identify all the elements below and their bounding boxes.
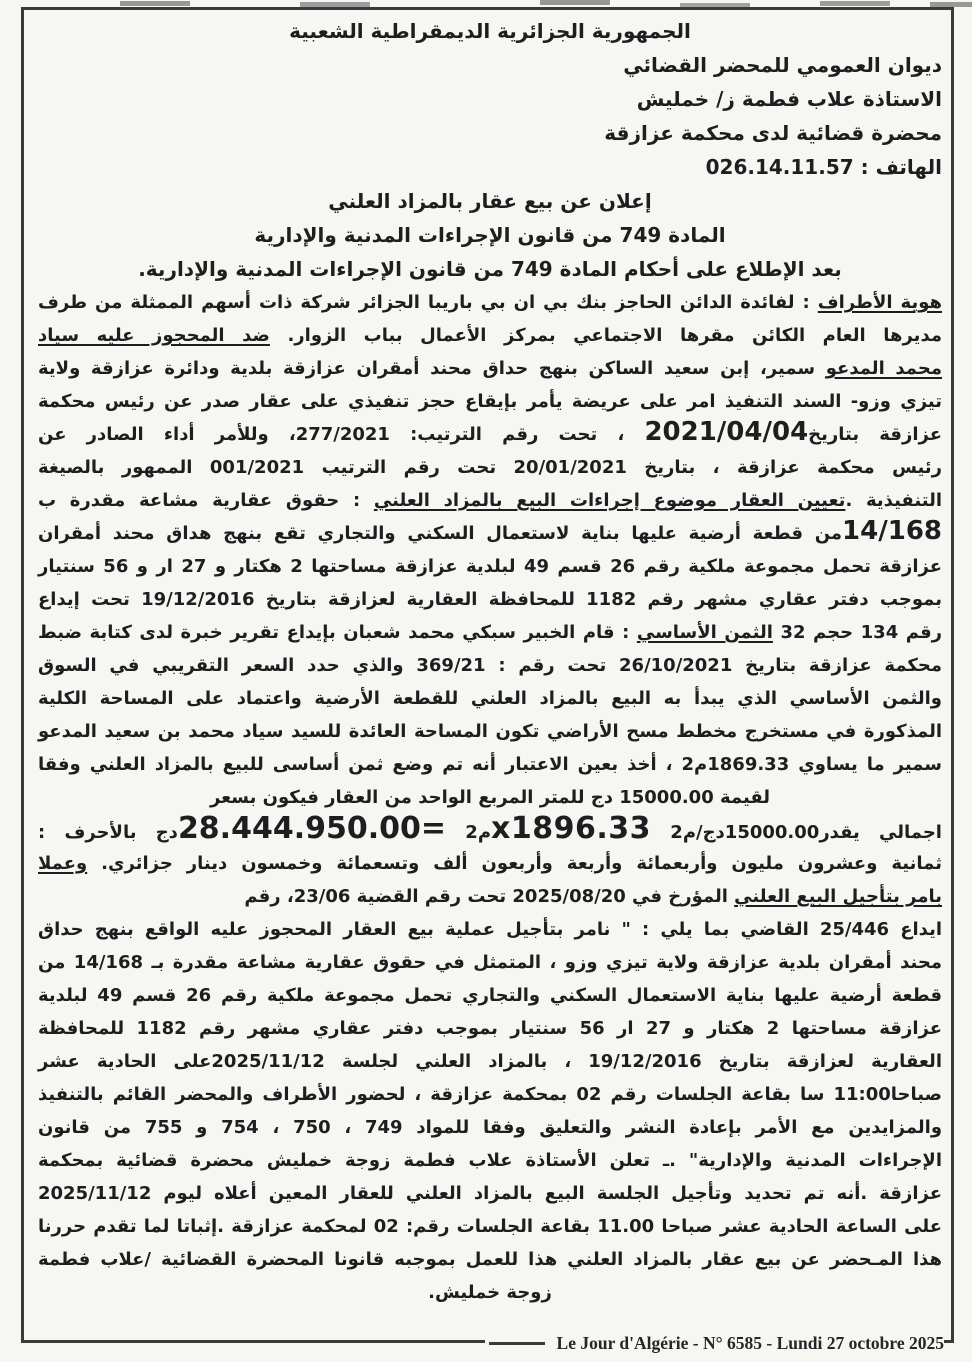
text-segment: م2	[446, 822, 492, 843]
text-segment: رقم 134 حجم 32	[772, 622, 943, 643]
office-line-3: محضرة قضائية لدى محكمة عزازقة	[604, 121, 942, 145]
text-segment: ، تحت رقم الترتيب: 277/2021، وللأمر أداء الصادر عن	[38, 424, 645, 445]
body-line	[38, 1144, 942, 1177]
text-segment: صباحا11:00 سا بقاعة الجلسات رقم 02 بمحكمة عزازقة ، لحضور الأطراف والمحضر القائم بالتنفيذ	[38, 1084, 942, 1105]
body-line	[38, 1210, 942, 1243]
body-line	[38, 847, 942, 880]
body-line	[38, 319, 942, 352]
body-line	[38, 781, 942, 814]
text-segment: محند أمقران بلدية عزازقة ولاية تيزي وزو ، المتمثل في حقوق عقارية مشاعة مقدرة بـ 14/168 من	[38, 952, 943, 973]
newspaper-footer	[485, 1328, 944, 1358]
office-line-1: ديوان العمومي للمحضر القضائي	[623, 53, 942, 77]
text-segment: مديرها العام الكائن مقرها الاجتماعي بمركز الأعمال بباب الزوار.	[269, 325, 942, 346]
footer-rule	[489, 1342, 545, 1345]
text-segment: اجمالي يقدر	[819, 822, 942, 843]
body-line	[38, 517, 942, 550]
text-segment: العقارية لعزازقة بتاريخ 19/12/2016 ، بالمزاد العلني لجلسة 2025/11/12على الحادية عشر	[38, 1051, 942, 1072]
body-line	[38, 913, 942, 946]
underlined-text: تعيين العقار موضوع إجراءات البيع بالمزاد العلني	[373, 490, 846, 511]
text-segment: المذكورة في مستخرج مخطط مسح الأراضي تكون المساحة العائدة للسيد سياد محمد بن سعيد المدعو	[38, 721, 942, 742]
office-line-2: الاستاذة علاب فطمة ز/ خمليش	[636, 87, 942, 111]
body-line	[38, 811, 942, 847]
text-segment: 15000.00دج/م2	[651, 822, 820, 843]
office-phone: الهاتف : 026.14.11.57	[705, 155, 942, 179]
text-segment: التنفيذية .	[845, 490, 942, 511]
text-segment: زوجة خمليش.	[428, 1282, 552, 1303]
body-line	[38, 880, 942, 913]
text-segment: ثمانية وعشرون مليون وأربعمائة وأربعة وأربعون ألف وتسعمائة وخمسون دينار جزائري.	[87, 853, 942, 874]
text-segment: الإجراءات المدنية والإدارية" .ـ تعلن الأستاذة علاب فطمة زوجة خمليش محضرة قضائية بمحكمة	[38, 1150, 942, 1171]
underlined-text: الثمن الأساسي	[636, 622, 773, 643]
text-segment: هذا المـحضر عن بيع عقار بالمزاد العلني هذا للعمل بموجبه قانونا المحضرة القضائية /علاب فطمة	[38, 1249, 942, 1270]
notice-body	[38, 286, 942, 1309]
body-line	[38, 1177, 942, 1210]
body-line	[38, 352, 942, 385]
notice-content	[38, 14, 942, 1309]
body-line	[38, 1111, 942, 1144]
body-line	[38, 583, 942, 616]
text-segment: سمير، إبن سعيد الساكن بنهج حداق محند أمقران عزازقة بلدية ودائرة عزازقة ولاية	[38, 358, 826, 379]
body-line	[38, 682, 942, 715]
text-segment: بموجب دفتر عقاري مشهر رقم 1182 للمحافظة العقارية لعزازقة بتاريخ 19/12/2016 تحت إيداع	[38, 589, 942, 610]
text-segment: عزازقة بتاريخ	[808, 424, 942, 445]
body-line	[38, 1243, 942, 1276]
body-line	[38, 1078, 942, 1111]
body-line	[38, 484, 942, 517]
body-line	[38, 979, 942, 1012]
text-segment: والثمن الأساسي الذي يبدأ به البيع بالمزاد العلني للقطعة الأرضية واعتماد على المساحة الكلية	[38, 688, 942, 709]
body-line	[38, 1045, 942, 1078]
emphasized-number: x1896.33	[491, 811, 652, 846]
notice-title: إعلان عن بيع عقار بالمزاد العلني	[328, 189, 652, 213]
body-line	[38, 1012, 942, 1045]
text-segment: دج بالأحرف :	[38, 822, 178, 843]
footer-text: Le Jour d'Algérie - N° 6585 - Lundi 27 octobre 2025	[556, 1332, 944, 1353]
republic-heading: الجمهورية الجزائرية الديمقراطية الشعبية	[289, 19, 691, 43]
text-segment: ايداع 25/446 القاضي بما يلي : " نامر بتأجيل عملية بيع العقار المحجوز عليه الواقع بنهج حداق	[38, 919, 942, 940]
emphasized-number: 2021/04/04	[644, 417, 809, 447]
body-line	[38, 385, 942, 418]
emphasized-number: 14/168	[842, 516, 942, 546]
body-line	[38, 616, 942, 649]
text-segment: محكمة عزازقة بتاريخ 26/10/2021 تحت رقم : 369/21 والذي حدد السعر التقريبي في السوق	[38, 655, 943, 676]
body-line	[38, 451, 942, 484]
underlined-text: وعملا	[38, 853, 88, 874]
body-line	[38, 418, 942, 451]
scan-noise-marks	[120, 1, 190, 6]
text-segment: لقيمة 15000.00 دج للمتر المربع الواحد من العقار فيكون بسعر	[209, 787, 771, 808]
body-line	[38, 286, 942, 319]
underlined-text: محمد المدعو	[825, 358, 942, 379]
body-line	[38, 748, 942, 781]
body-line	[38, 946, 942, 979]
text-segment: : لفائدة الدائن الحاجز بنك بي ان بي باريبا الجزائر شركة ذات أسهم الممثلة من طرف	[38, 292, 818, 313]
text-segment: : قام الخبير سبكي محمد شعبان بإيداع تقرير خبرة لدى كتابة ضبط	[38, 622, 637, 643]
body-line	[38, 550, 942, 583]
text-segment: والمزايدين مع الأمر بإعادة النشر والتعليق وفقا للمواد 749 ، 750 ، 754 و 755 من قانون	[38, 1117, 943, 1138]
underlined-text: ضد المحجوز عليه سياد	[38, 325, 270, 346]
text-segment: عزازقة تحمل مجموعة ملكية رقم 26 قسم 49 لبلدية عزازقة مساحتها 2 هكتار و 27 ار و 56 سنتيار	[38, 556, 942, 577]
text-segment: سمير ما يساوي 1869.33م2 ، أخذ بعين الاعتبار أنه تم وضع ثمن أساسى للبيع بالمزاد العلني وفقا	[38, 754, 942, 775]
body-line	[38, 649, 942, 682]
text-segment: المؤرخ في 2025/08/20 تحت رقم القضية 23/06، رقم	[244, 886, 735, 907]
text-segment: قطعة أرضية عليها بناية الاستعمال السكني والتجاري تحمل مجموعة ملكية رقم 26 قسم 49 لبلدية	[38, 985, 942, 1006]
emphasized-number: =28.444.950.00	[177, 811, 447, 846]
text-segment: رئيس محكمة عزازقة ، بتاريخ 20/01/2021 تحت رقم الترتيب 001/2021 الممهور بالصيغة	[38, 457, 942, 478]
text-segment: على الساعة الحادية عشر صباحا 11.00 بقاعة الجلسات رقم: 02 لمحكمة عزازقة .إثباتا لما تقدم حررنا	[38, 1216, 943, 1237]
notice-preamble: بعد الإطلاع على أحكام المادة 749 من قانون الإجراءات المدنية والإدارية.	[138, 257, 842, 281]
body-line	[38, 715, 942, 748]
text-segment: من قطعة أرضية عليها بناية لاستعمال السكني والتجاري تقع بنهج هداق محند أمقران	[38, 523, 843, 544]
text-segment: تيزي وزو- السند التنفيذ امر على عريضة يأمر بإيقاع حجز تنفيذي على عقار صدر عن رئيس محكمة	[38, 391, 942, 412]
underlined-text: بامر بتأجيل البيع العلني	[734, 886, 942, 907]
notice-article-ref: المادة 749 من قانون الإجراءات المدنية والإدارية	[254, 223, 726, 247]
text-segment: : حقوق عقارية مشاعة مقدرة ب	[38, 490, 374, 511]
text-segment: عزازقة مساحتها 2 هكتار و 27 ار 56 سنتيار بموجب دفتر عقاري مشهر رقم 1182 للمحافظة	[38, 1018, 942, 1039]
text-segment: عزازقة .أنه تم تحديد وتأجيل الجلسة البيع بالمزاد العلني للعقار المعين أعلاه ليوم 2025/11/12	[38, 1183, 942, 1204]
body-line	[38, 1276, 942, 1309]
underlined-text: هوية الأطراف	[817, 292, 942, 313]
bailiff-office-block	[38, 48, 942, 184]
